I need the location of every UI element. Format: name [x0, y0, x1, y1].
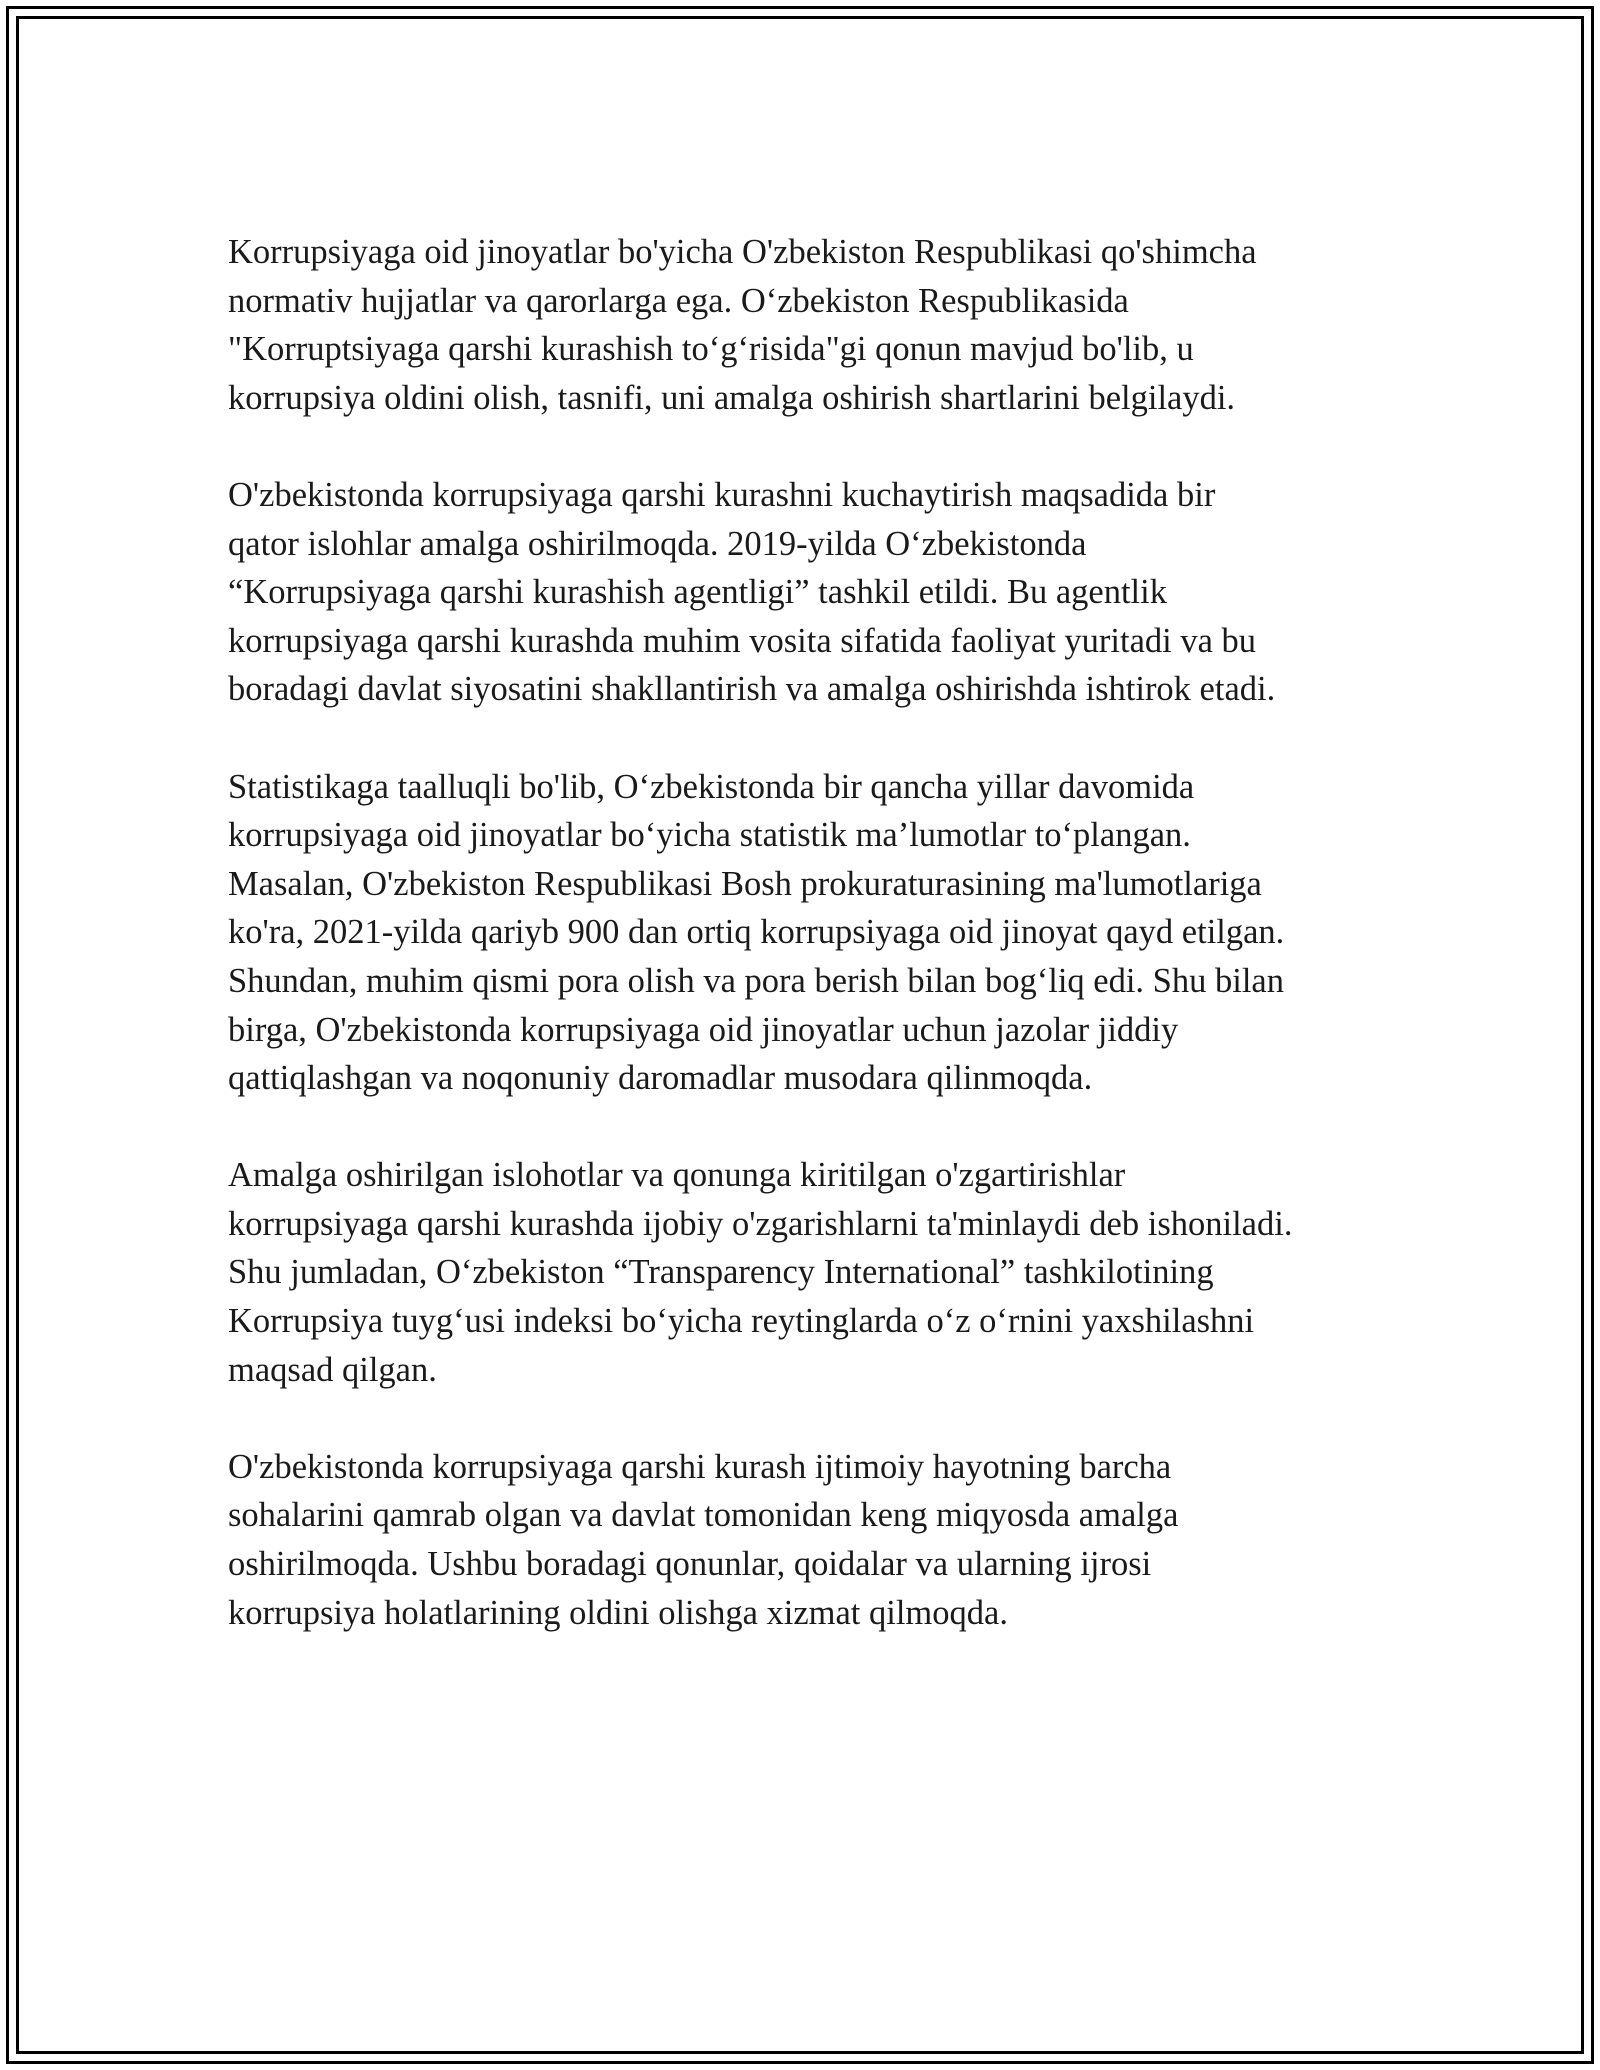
text-line: normativ hujjatlar va qarorlarga ega. O‘zbekiston Respublikasida [228, 281, 1129, 320]
text-line: O'zbekistonda korrupsiyaga qarshi kurashni kuchaytirish maqsadida bir [228, 475, 1216, 514]
text-line: korrupsiya oldini olish, tasnifi, uni amalga oshirish shartlarini belgilaydi. [228, 378, 1236, 417]
text-line: Korrupsiyaga oid jinoyatlar bo'yicha O'zbekiston Respublikasi qo'shimcha [228, 233, 1257, 271]
text-line: korrupsiyaga oid jinoyatlar bo‘yicha statistik ma’lumotlar to‘plangan. [228, 816, 1191, 855]
text-line: qattiqlashgan va noqonuniy daromadlar musodara qilinmoqda. [228, 1059, 1093, 1098]
paragraph-5 [228, 1443, 1388, 1637]
text-line: sohalarini qamrab olgan va davlat tomonidan keng miqyosda amalga [228, 1496, 1179, 1535]
text-line: oshirilmoqda. Ushbu boradagi qonunlar, qoidalar va ularning ijrosi [228, 1545, 1152, 1584]
text-line: birga, O'zbekistonda korrupsiyaga oid jinoyatlar uchun jazolar jiddiy [228, 1010, 1179, 1049]
text-line: Statistikaga taalluqli bo'lib, O‘zbekistonda bir qancha yillar davomida [228, 767, 1195, 806]
text-line: maqsad qilgan. [228, 1350, 437, 1389]
document-body [228, 228, 1388, 1686]
text-line: korrupsiya holatlarining oldini olishga xizmat qilmoqda. [228, 1593, 1008, 1632]
text-line: qator islohlar amalga oshirilmoqda. 2019-yilda O‘zbekistonda [228, 524, 1087, 563]
paragraph-1 [228, 228, 1388, 422]
text-line: "Korruptsiyaga qarshi kurashish to‘g‘risida"gi qonun mavjud bo'lib, u [228, 330, 1194, 369]
text-line: Masalan, O'zbekiston Respublikasi Bosh prokuraturasining ma'lumotlariga [228, 864, 1262, 903]
text-line: ko'ra, 2021-yilda qariyb 900 dan ortiq korrupsiyaga oid jinoyat qayd etilgan. [228, 913, 1285, 952]
text-line: boradagi davlat siyosatini shakllantirish va amalga oshirishda ishtirok etadi. [228, 670, 1276, 709]
text-line: O'zbekistonda korrupsiyaga qarshi kurash ijtimoiy hayotning barcha [228, 1447, 1172, 1486]
paragraph-4 [228, 1151, 1388, 1394]
text-line: “Korrupsiyaga qarshi kurashish agentligi” tashkil etildi. Bu agentlik [228, 573, 1167, 612]
text-line: Amalga oshirilgan islohotlar va qonunga kiritilgan o'zgartirishlar [228, 1156, 1126, 1195]
text-line: Shu jumladan, O‘zbekiston “Transparency International” tashkilotining [228, 1253, 1214, 1292]
text-line: Shundan, muhim qismi pora olish va pora berish bilan bog‘liq edi. Shu bilan [228, 961, 1284, 1000]
text-line: korrupsiyaga qarshi kurashda muhim vosita sifatida faoliyat yuritadi va bu [228, 621, 1257, 660]
text-line: korrupsiyaga qarshi kurashda ijobiy o'zgarishlarni ta'minlaydi deb ishoniladi. [228, 1204, 1293, 1243]
text-line: Korrupsiya tuyg‘usi indeksi bo‘yicha reytinglarda o‘z o‘rnini yaxshilashni [228, 1302, 1255, 1341]
paragraph-2 [228, 471, 1388, 714]
paragraph-3 [228, 763, 1388, 1103]
